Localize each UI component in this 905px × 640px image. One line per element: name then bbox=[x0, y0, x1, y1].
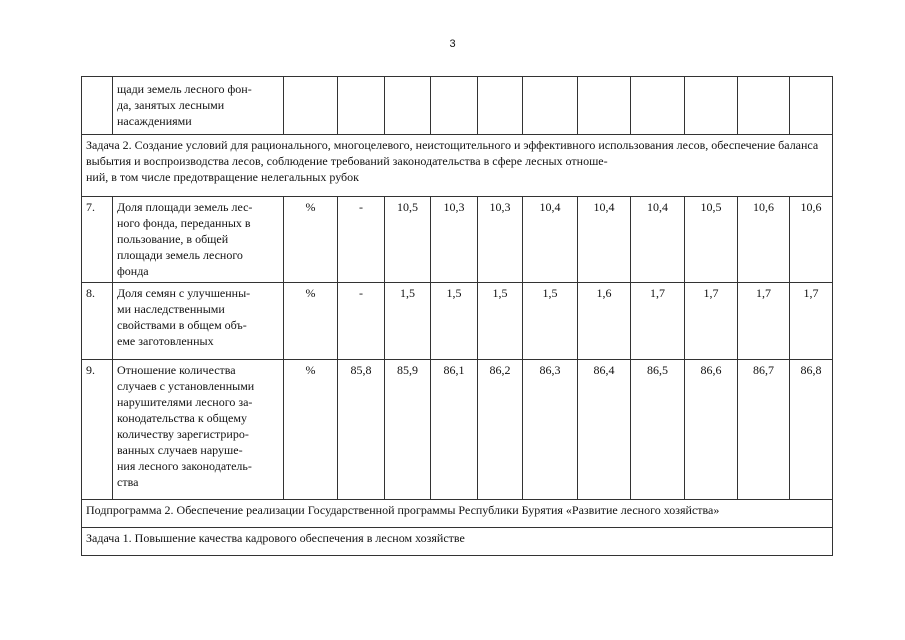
indicator-value: 86,3 bbox=[523, 360, 578, 500]
row-number: 8. bbox=[82, 283, 113, 360]
indicator-unit: % bbox=[284, 197, 338, 283]
indicator-value: 86,4 bbox=[578, 360, 631, 500]
section-row bbox=[82, 528, 833, 556]
indicator-value bbox=[738, 77, 790, 135]
indicator-name: Отношение количества случаев с установленными нарушителями лесного за- конодательства к общему количеству зарегистриро- ванных случаев наруше- ния лесного законодатель- ства bbox=[113, 360, 284, 500]
table-row bbox=[82, 283, 833, 360]
indicator-value: 1,5 bbox=[431, 283, 478, 360]
indicator-value: 85,8 bbox=[338, 360, 385, 500]
indicator-value: 86,2 bbox=[478, 360, 523, 500]
indicator-value: 10,4 bbox=[578, 197, 631, 283]
indicator-name: щади земель лесного фон- да, занятых лесными насаждениями bbox=[113, 77, 284, 135]
indicator-value: 10,4 bbox=[523, 197, 578, 283]
indicators-table bbox=[81, 76, 833, 556]
indicator-value: 10,4 bbox=[631, 197, 685, 283]
indicator-name: Доля семян с улучшенны- ми наследственными свойствами в общем объ- еме заготовленных bbox=[113, 283, 284, 360]
indicator-value: 1,7 bbox=[738, 283, 790, 360]
indicator-value: 1,7 bbox=[790, 283, 833, 360]
task-1-heading: Задача 1. Повышение качества кадрового обеспечения в лесном хозяйстве bbox=[82, 528, 833, 556]
indicator-value: - bbox=[338, 283, 385, 360]
table-row bbox=[82, 197, 833, 283]
indicator-value bbox=[790, 77, 833, 135]
indicator-value: - bbox=[338, 197, 385, 283]
indicator-value: 10,6 bbox=[738, 197, 790, 283]
section-row bbox=[82, 500, 833, 528]
indicator-value: 1,5 bbox=[523, 283, 578, 360]
indicator-value bbox=[338, 77, 385, 135]
indicator-value: 85,9 bbox=[385, 360, 431, 500]
indicator-value: 10,6 bbox=[790, 197, 833, 283]
indicator-value: 1,7 bbox=[631, 283, 685, 360]
table-row bbox=[82, 77, 833, 135]
indicator-value: 86,7 bbox=[738, 360, 790, 500]
row-number: 7. bbox=[82, 197, 113, 283]
indicator-value bbox=[478, 77, 523, 135]
row-number bbox=[82, 77, 113, 135]
section-row bbox=[82, 135, 833, 197]
subprogram-2-heading: Подпрограмма 2. Обеспечение реализации Государственной программы Республики Бурятия «Развитие лесного хозяйства» bbox=[82, 500, 833, 528]
indicator-value bbox=[685, 77, 738, 135]
indicator-value: 86,5 bbox=[631, 360, 685, 500]
table-row bbox=[82, 360, 833, 500]
task-2-heading: Задача 2. Создание условий для рационального, многоцелевого, неистощительного и эффективного использования лесов, обеспечение баланса выбытия и воспроизводства лесов, соблюдение требований законодательства в сфере лесных отноше- ний, в том числе предотвращение нелегальных рубок bbox=[82, 135, 833, 197]
indicator-value: 86,1 bbox=[431, 360, 478, 500]
indicator-value: 1,6 bbox=[578, 283, 631, 360]
indicator-value: 10,5 bbox=[385, 197, 431, 283]
page-number: 3 bbox=[449, 38, 456, 50]
indicator-value: 86,8 bbox=[790, 360, 833, 500]
indicator-value: 1,7 bbox=[685, 283, 738, 360]
indicator-unit: % bbox=[284, 283, 338, 360]
indicator-value: 10,5 bbox=[685, 197, 738, 283]
indicator-unit bbox=[284, 77, 338, 135]
indicator-value: 1,5 bbox=[478, 283, 523, 360]
indicator-value bbox=[523, 77, 578, 135]
indicator-value bbox=[631, 77, 685, 135]
indicator-value: 1,5 bbox=[385, 283, 431, 360]
indicator-value bbox=[578, 77, 631, 135]
indicator-value bbox=[385, 77, 431, 135]
indicator-value: 86,6 bbox=[685, 360, 738, 500]
indicator-value: 10,3 bbox=[431, 197, 478, 283]
indicator-value: 10,3 bbox=[478, 197, 523, 283]
indicator-value bbox=[431, 77, 478, 135]
indicator-name: Доля площади земель лес- ного фонда, переданных в пользование, в общей площади земель лесного фонда bbox=[113, 197, 284, 283]
indicator-unit: % bbox=[284, 360, 338, 500]
row-number: 9. bbox=[82, 360, 113, 500]
